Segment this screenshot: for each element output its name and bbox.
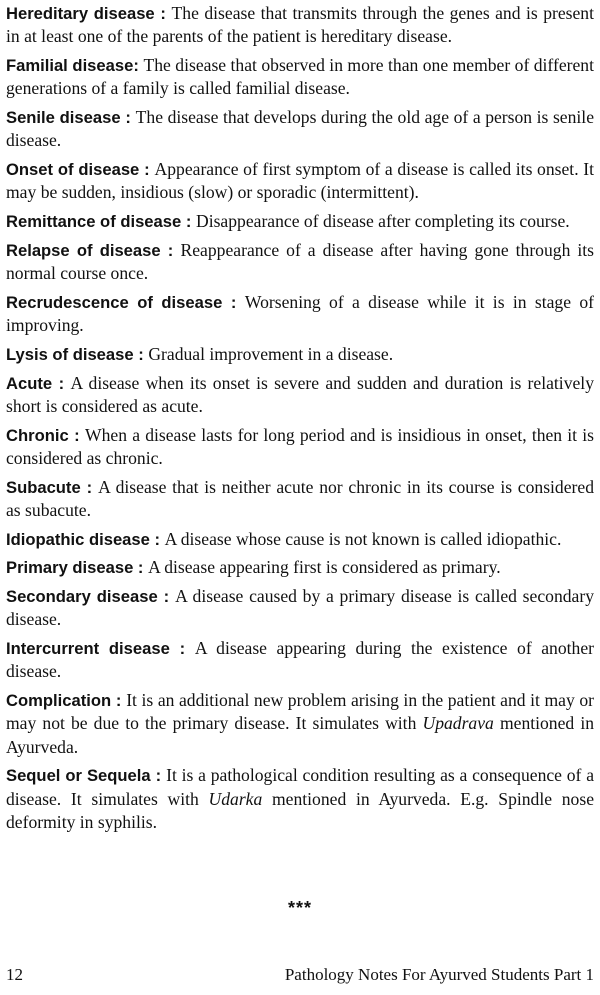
- definition-text: A disease when its onset is severe and sudden and duration is relatively short is considered as acute.: [6, 372, 594, 416]
- definition-text: The disease that develops during the old age of a person is senile disease.: [6, 107, 594, 151]
- glossary-entry: [6, 372, 594, 418]
- glossary-term: Idiopathic disease: [6, 529, 150, 549]
- definition-text: The disease that transmits through the genes and is present in at least one of the parents of the patient is hereditary disease.: [6, 3, 594, 47]
- glossary-entry: [6, 343, 594, 366]
- term-separator: :: [111, 691, 127, 711]
- term-separator: :: [139, 160, 155, 179]
- definition-text: Worsening of a disease while it is in stage of improving.: [6, 291, 595, 335]
- definition-text: A disease that is neither acute nor chronic in its course is considered as subacute.: [6, 476, 594, 520]
- term-separator: :: [52, 373, 71, 393]
- definition-text: A disease whose cause is not known is called idiopathic.: [164, 528, 562, 549]
- emphasized-term: Upadrava: [422, 713, 494, 734]
- glossary-entry: [6, 556, 594, 579]
- term-separator: :: [80, 477, 99, 497]
- term-separator: :: [133, 558, 149, 578]
- definition-text: Gradual improvement in a disease.: [148, 343, 394, 364]
- glossary-term: Remittance of disease: [6, 212, 182, 231]
- glossary-entry: [6, 476, 594, 522]
- definition-text: Reappearance of a disease after having gone through its normal course once.: [6, 239, 594, 283]
- term-separator: :: [160, 240, 181, 260]
- glossary-term: Lysis of disease: [6, 344, 134, 364]
- book-title: Pathology Notes For Ayurved Students Part 1: [284, 965, 594, 984]
- definition-text: Disappearance of disease after completing its course.: [195, 211, 570, 231]
- definition-text: It is an additional new problem arising in the patient and it may or may not be due to the primary disease. It simulates with: [6, 690, 595, 734]
- term-separator: :: [181, 212, 196, 231]
- term-separator: :: [222, 292, 245, 312]
- definition-text: A disease appearing during the existence of another disease.: [6, 638, 594, 682]
- term-separator: :: [68, 425, 86, 445]
- glossary-term: Sequel or Sequela: [6, 766, 151, 786]
- section-divider: ***: [287, 898, 312, 918]
- glossary-entry: [6, 210, 594, 233]
- term-separator: :: [133, 344, 149, 364]
- definition-text: A disease appearing first is considered as primary.: [148, 557, 501, 578]
- glossary-entry: [6, 54, 594, 100]
- glossary-term: Recrudescence of disease: [6, 292, 223, 312]
- glossary-term: Senile disease: [6, 108, 121, 127]
- glossary-term: Complication: [6, 691, 112, 711]
- glossary-term: Subacute: [6, 477, 81, 497]
- term-separator: :: [157, 587, 176, 607]
- glossary-term: Onset of disease: [6, 160, 140, 179]
- term-separator: :: [169, 639, 195, 659]
- term-separator: :: [154, 4, 172, 23]
- glossary-entry: [6, 158, 594, 204]
- page-number: 12: [6, 965, 23, 984]
- glossary-entry: [6, 764, 594, 834]
- glossary-entry: [6, 424, 594, 470]
- glossary-term: Chronic: [6, 425, 69, 445]
- glossary-term: Primary disease: [6, 558, 134, 578]
- definition-text: A disease caused by a primary disease is called secondary disease.: [6, 586, 594, 630]
- term-separator: :: [133, 56, 144, 75]
- glossary-entry: [6, 106, 594, 152]
- glossary-list: [6, 2, 594, 840]
- term-separator: :: [149, 529, 165, 549]
- definition-text: The disease that observed in more than one member of different generations of a family is called familial disease.: [6, 55, 594, 99]
- emphasized-term: Udarka: [208, 788, 263, 809]
- glossary-term: Intercurrent disease: [6, 639, 170, 659]
- definition-text: mentioned in Ayurveda.: [6, 713, 595, 757]
- definition-text: When a disease lasts for long period and is insidious in onset, then it is considered as chronic.: [6, 424, 594, 468]
- glossary-entry: [6, 2, 594, 48]
- glossary-entry: [6, 689, 594, 759]
- glossary-entry: [6, 239, 594, 285]
- glossary-term: Secondary disease: [6, 587, 158, 607]
- glossary-term: Familial disease: [6, 56, 134, 75]
- definition-text: Appearance of first symptom of a disease is called its onset. It may be sudden, insidious (slow) or sporadic (intermittent).: [6, 159, 594, 203]
- glossary-term: Acute: [6, 373, 53, 393]
- glossary-entry: [6, 637, 594, 683]
- glossary-entry: [6, 585, 594, 631]
- glossary-term: Relapse of disease: [6, 240, 161, 260]
- term-separator: :: [150, 766, 167, 786]
- term-separator: :: [120, 108, 136, 127]
- glossary-term: Hereditary disease: [6, 4, 155, 23]
- glossary-entry: [6, 291, 594, 337]
- definition-text: It is a pathological condition resulting as a consequence of a disease. It simulates with: [6, 765, 595, 809]
- glossary-entry: [6, 528, 594, 551]
- definition-text: mentioned in Ayurveda. E.g. Spindle nose deformity in syphilis.: [6, 788, 595, 832]
